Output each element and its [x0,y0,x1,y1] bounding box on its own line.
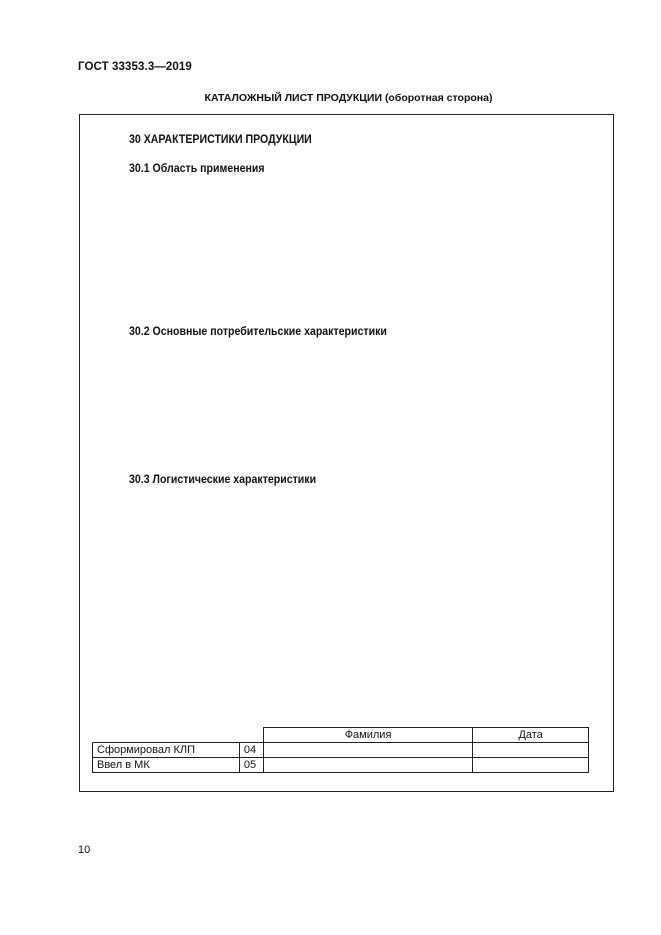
page-header-title: КАТАЛОЖНЫЙ ЛИСТ ПРОДУКЦИИ [204,92,383,104]
section-heading-application: 30.1 Область применения [129,163,265,175]
table-row [93,743,589,758]
row-code: 04 [239,743,263,758]
row-role: Сформировал КЛП [93,743,240,758]
header-date: Дата [473,728,589,743]
empty-cell [239,728,263,743]
row-code: 05 [239,758,263,773]
section-heading-logistic-characteristics: 30.3 Логистические характеристики [129,474,317,486]
row-date-field[interactable] [473,743,589,758]
section-heading-main: 30 ХАРАКТЕРИСТИКИ ПРОДУКЦИИ [129,134,312,146]
signature-table-header-row [93,728,589,743]
table-row [93,758,589,773]
row-surname-field[interactable] [263,743,472,758]
page-header [0,92,661,104]
page-number: 10 [78,844,91,856]
signature-table [92,727,589,773]
row-surname-field[interactable] [263,758,472,773]
empty-cell [93,728,240,743]
standard-code: ГОСТ 33353.3—2019 [78,61,192,73]
header-surname: Фамилия [263,728,472,743]
section-heading-consumer-characteristics: 30.2 Основные потребительские характеристики [129,326,387,338]
row-role: Ввел в МК [93,758,240,773]
catalog-sheet-frame [79,114,614,792]
row-date-field[interactable] [473,758,589,773]
page-header-subtitle: (оборотная сторона) [384,92,493,104]
